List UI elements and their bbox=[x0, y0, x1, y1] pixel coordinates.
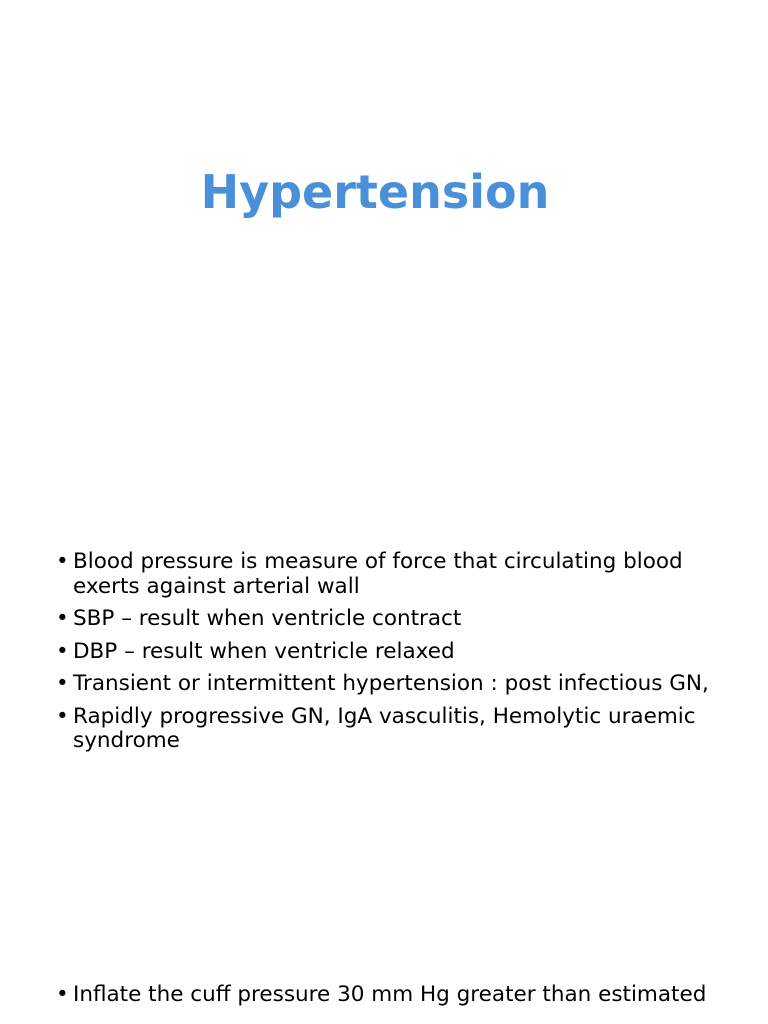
bullet-list-measurement bbox=[56, 983, 726, 1016]
list-item-text: SBP – result when ventricle contract bbox=[73, 606, 462, 631]
bullet-icon: • bbox=[56, 606, 69, 631]
list-item bbox=[56, 607, 726, 632]
list-item-text: DBP – result when ventricle relaxed bbox=[73, 638, 455, 664]
list-item bbox=[56, 672, 726, 697]
bullet-list-definitions bbox=[56, 550, 726, 762]
list-item-text: Inflate the cuff pressure 30 mm Hg greater than estimated bbox=[73, 982, 707, 1007]
list-item bbox=[56, 705, 726, 754]
bullet-icon: • bbox=[56, 638, 69, 664]
list-item bbox=[56, 550, 726, 599]
list-item-text: Blood pressure is measure of force that circulating blood exerts against arterial wall bbox=[73, 549, 683, 599]
list-item-text: Rapidly progressive GN, IgA vasculitis, Hemolytic uraemic syndrome bbox=[73, 703, 696, 753]
slide-title: Hypertension bbox=[200, 165, 550, 219]
bullet-icon: • bbox=[56, 549, 69, 574]
list-item bbox=[56, 640, 726, 665]
list-item bbox=[56, 983, 726, 1008]
list-item-text: Transient or intermittent hypertension : post infectious GN, bbox=[73, 671, 709, 696]
bullet-icon: • bbox=[56, 982, 69, 1007]
bullet-icon: • bbox=[56, 671, 69, 696]
bullet-icon: • bbox=[56, 703, 69, 729]
